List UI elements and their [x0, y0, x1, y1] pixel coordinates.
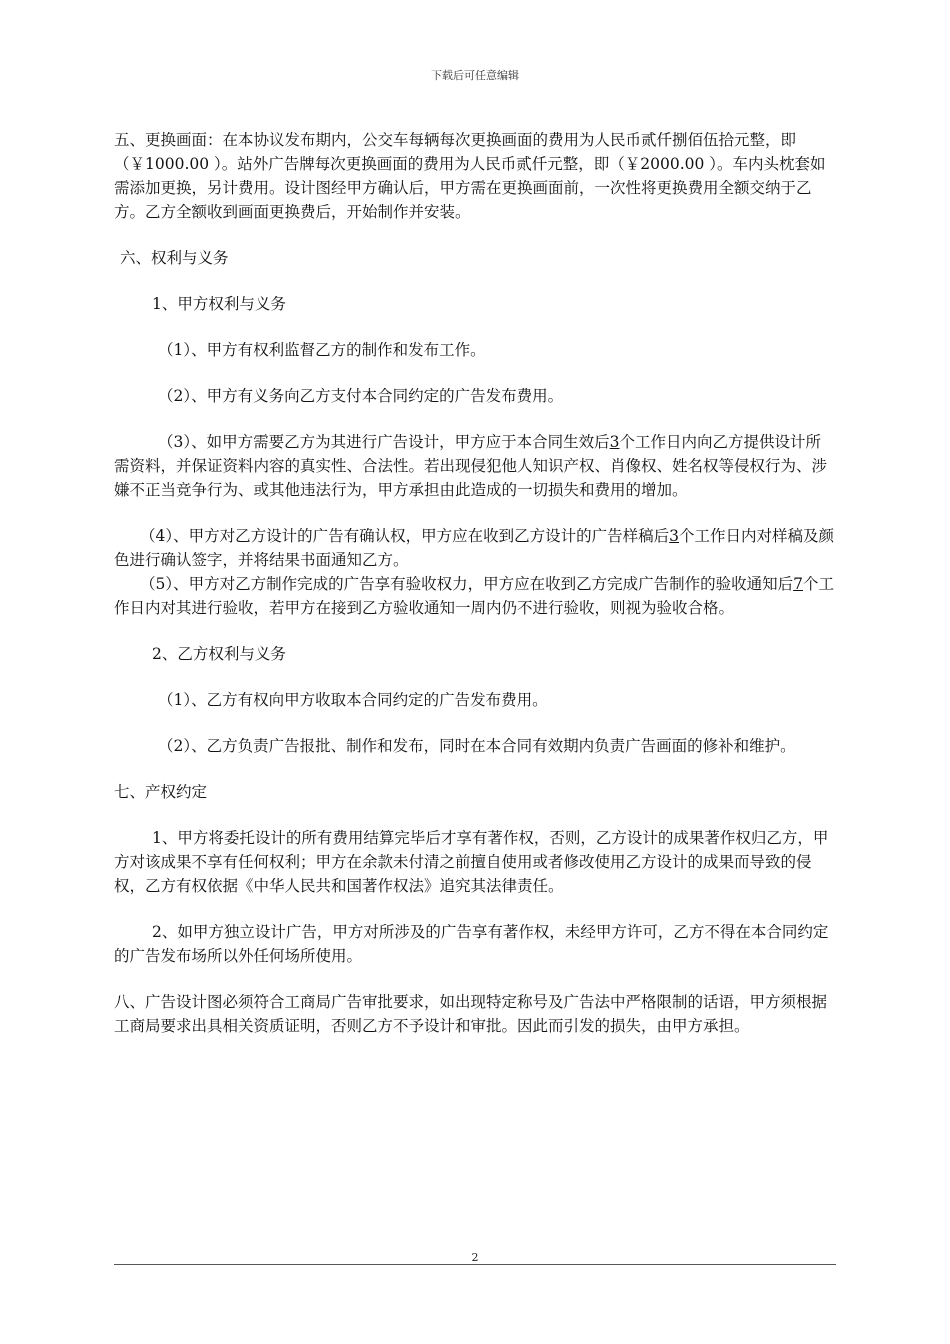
party-b-heading: 2、乙方权利与义务 [152, 645, 286, 663]
section-8-paragraph: 八、广告设计图必须符合工商局广告审批要求，如出现特定称号及广告法中严格限制的话语，甲方须根据工商局要求出具相关资质证明，否则乙方不予设计和审批。因此而引发的损失，由甲方承担。 [114, 993, 828, 1035]
party-a-item-5 [114, 572, 836, 620]
item-5-text-end: 个工作日内对其进行验收，若甲方在接到乙方验收通知一周内仍不进行验收，则视为验收合格。 [114, 575, 835, 617]
item-4-text-end: 个工作日内对样稿及颜色进行确认签字，并将结果书面通知乙方。 [114, 527, 835, 569]
document-body [114, 128, 836, 1060]
party-a-item-2: （2）、甲方有义务向乙方支付本合同约定的广告发布费用。 [158, 387, 564, 405]
party-b-item-2: （2）、乙方负责广告报批、制作和发布，同时在本合同有效期内负责广告画面的修补和维护。 [158, 737, 796, 755]
section-7-paragraph-1: 1、甲方将委托设计的所有费用结算完毕后才享有著作权，否则，乙方设计的成果著作权归乙方，甲方对该成果不享有任何权利；甲方在余款未付清之前擅自使用或者修改使用乙方设计的成果而导致的侵权，乙方有权依据《中华人民共和国著作权法》追究其法律责任。 [114, 829, 829, 895]
item-5-text-start: （5）、甲方对乙方制作完成的广告享有验收权力，甲方应在收到乙方完成广告制作的验收通知后 [140, 575, 794, 593]
item-4-text-start: （4）、甲方对乙方设计的广告有确认权，甲方应在收到乙方设计的广告样稿后 [140, 527, 670, 545]
party-a-heading: 1、甲方权利与义务 [152, 295, 286, 313]
section-6-heading: 六、权利与义务 [120, 249, 229, 267]
party-a-item-4 [114, 524, 836, 572]
item-4-days: 3 [669, 527, 679, 545]
footer-divider [114, 1264, 836, 1265]
section-5-paragraph: 五、更换画面：在本协议发布期内，公交车每辆每次更换画面的费用为人民币贰仟捌佰伍拾元整，即（￥1000.00 ）。站外广告牌每次更换画面的费用为人民币贰仟元整，即（￥2000.00 ）。车内头枕套如需添加更换，另计费用。设计图经甲方确认后，甲方需在更换画面前，一次性将更换费用全额交纳于乙方。乙方全额收到画面更换费后，开始制作并安装。 [114, 131, 826, 221]
party-a-item-1: （1）、甲方有权利监督乙方的制作和发布工作。 [158, 341, 486, 359]
header-note: 下载后可任意编辑 [431, 69, 519, 82]
page-number: 2 [471, 1251, 479, 1264]
section-7-paragraph-2: 2、如甲方独立设计广告，甲方对所涉及的广告享有著作权，未经甲方许可，乙方不得在本合同约定的广告发布场所以外任何场所使用。 [114, 923, 829, 965]
party-a-item-3 [114, 430, 836, 502]
item-3-days: 3 [609, 433, 620, 451]
section-7-heading: 七、产权约定 [114, 783, 208, 801]
party-b-item-1: （1）、乙方有权向甲方收取本合同约定的广告发布费用。 [158, 691, 548, 709]
item-3-text-start: （3）、如甲方需要乙方为其进行广告设计，甲方应于本合同生效后 [158, 433, 610, 451]
item-5-days: 7 [793, 575, 803, 593]
item-3-text-end: 个工作日内向乙方提供设计所需资料，并保证资料内容的真实性、合法性。若出现侵犯他人知识产权、肖像权、姓名权等侵权行为、涉嫌不正当竞争行为、或其他违法行为，甲方承担由此造成的一切损失和费用的增加。 [114, 433, 828, 499]
